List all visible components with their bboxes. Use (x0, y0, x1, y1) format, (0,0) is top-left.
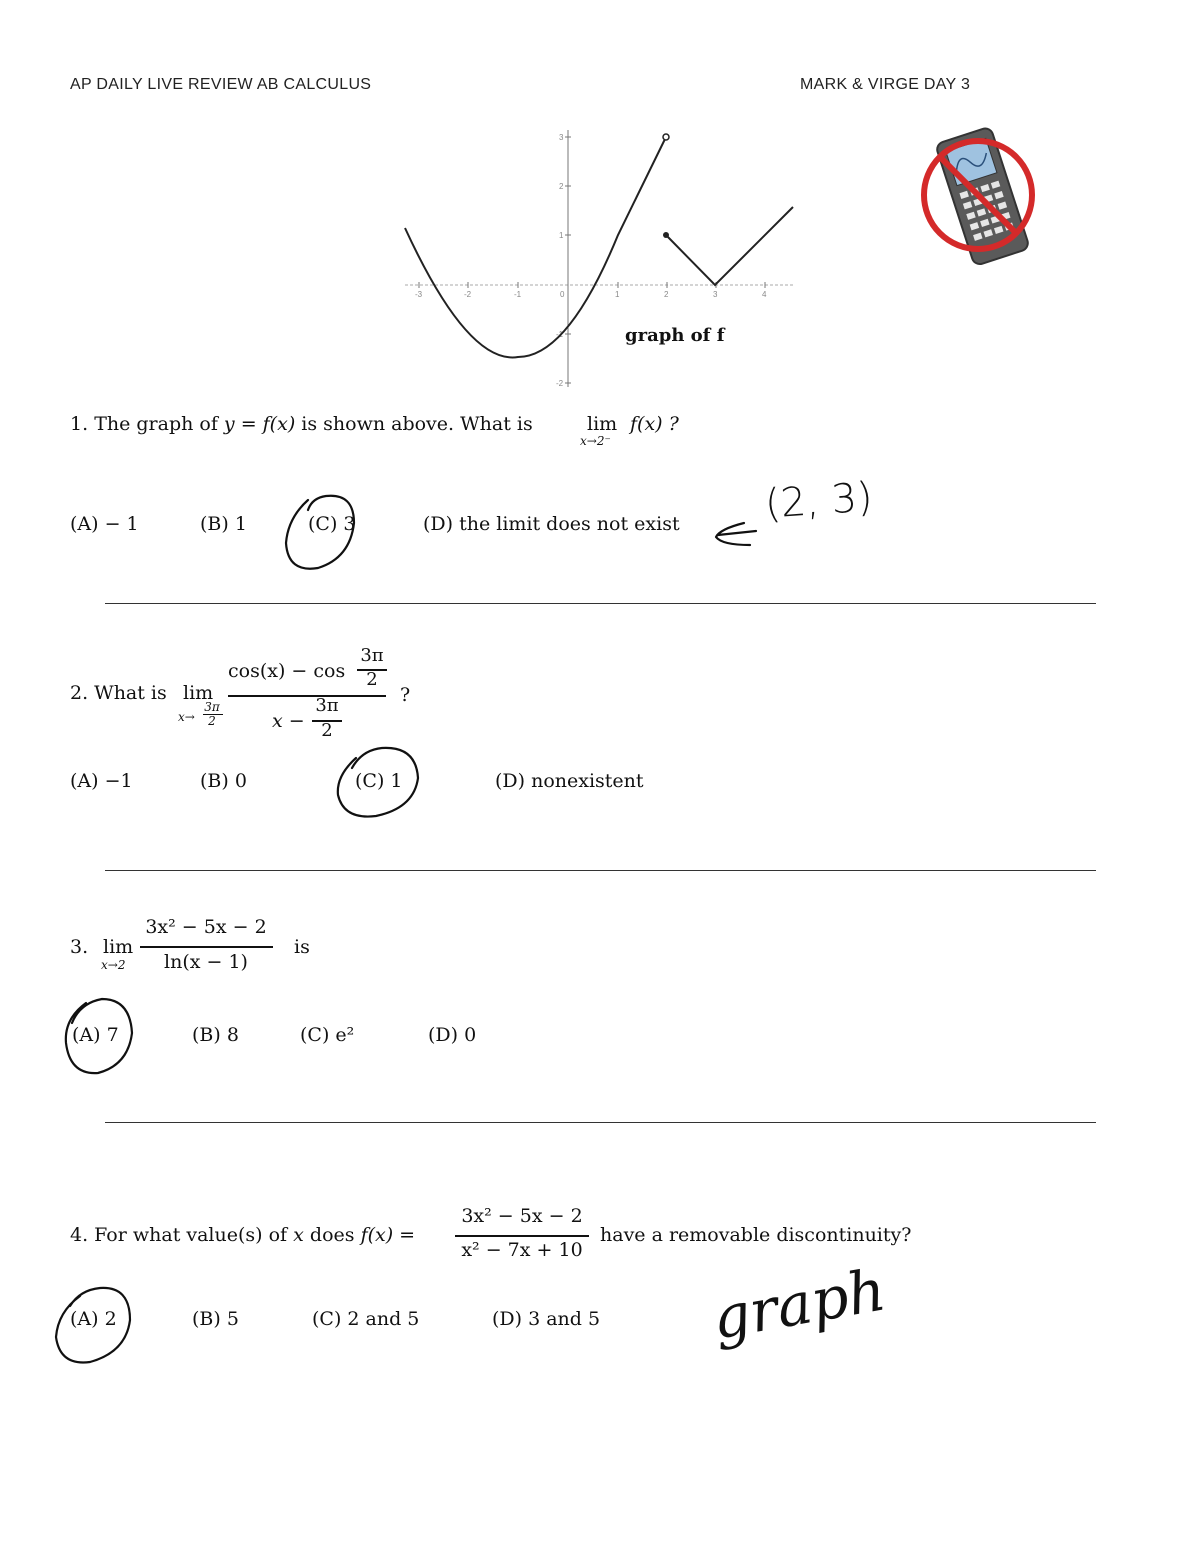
q3-prefix: 3. (70, 936, 89, 958)
q4-choice-d[interactable]: (D) 3 and 5 (492, 1308, 601, 1330)
q4-answer-circle (50, 1282, 145, 1372)
x-tick-label: 0 (560, 290, 565, 299)
divider-3 (105, 1122, 1096, 1123)
q4-var: x (293, 1224, 304, 1246)
q4-mid: does (309, 1224, 355, 1246)
q3-choice-c[interactable]: (C) e² (300, 1024, 355, 1046)
q4-numerator: 3x² − 5x − 2 (461, 1205, 583, 1227)
q2-end: ? (400, 684, 411, 706)
header-left: AP DAILY LIVE REVIEW AB CALCULUS (70, 76, 372, 93)
q3-end: is (294, 936, 310, 958)
closed-endpoint (663, 232, 669, 238)
question-1 (70, 413, 533, 435)
q2-den-frac-num: 3π (315, 695, 339, 716)
q4-handwritten-note: graph (707, 1255, 891, 1353)
q4-func: f(x) = (360, 1224, 416, 1246)
q2-main-frac-line (228, 695, 386, 697)
graph-caption: graph of f (625, 325, 725, 346)
x-tick-label: -3 (415, 290, 423, 299)
x-tick-label: -2 (464, 290, 472, 299)
q1-handwritten-note: (2, 3) (763, 474, 875, 528)
q4-choice-a[interactable]: (A) 2 (70, 1308, 117, 1330)
q3-answer-circle (58, 993, 148, 1083)
q2-answer-circle (330, 740, 430, 825)
v-shape-segment (666, 207, 793, 285)
q1-choice-a[interactable]: (A) − 1 (70, 513, 139, 535)
q2-choice-b[interactable]: (B) 0 (200, 770, 247, 792)
divider-1 (105, 603, 1096, 604)
q2-lim: lim (183, 682, 214, 704)
question-4 (70, 1224, 415, 1246)
q2-den-frac-den: 2 (321, 720, 333, 741)
q3-choice-a[interactable]: (A) 7 (72, 1024, 119, 1046)
q4-frac-line (455, 1235, 589, 1237)
q4-denominator: x² − 7x + 10 (461, 1239, 583, 1261)
q1-answer-circle (278, 488, 368, 578)
q1-choice-b[interactable]: (B) 1 (200, 513, 247, 535)
y-tick-label: -1 (556, 330, 564, 339)
q3-frac-line (140, 946, 273, 948)
no-calculator-icon (915, 125, 1045, 265)
q1-number: 1. (70, 413, 89, 435)
q1-arrow-icon (710, 515, 770, 555)
x-tick-label: -1 (514, 290, 522, 299)
q3-lim: lim (103, 936, 134, 958)
open-endpoint (663, 134, 669, 140)
q3-denominator: ln(x − 1) (164, 951, 248, 973)
q2-num-frac-num: 3π (360, 645, 384, 666)
y-tick-label: -2 (556, 379, 564, 388)
x-tick-label: 2 (664, 290, 669, 299)
q4-choice-c[interactable]: (C) 2 and 5 (312, 1308, 420, 1330)
q1-text-b: is shown above. What is (301, 413, 533, 435)
q2-den-a: x − (272, 710, 305, 732)
y-tick-label: 2 (559, 182, 564, 191)
q2-choice-c[interactable]: (C) 1 (355, 770, 403, 792)
q2-choice-a[interactable]: (A) −1 (70, 770, 133, 792)
q3-numerator: 3x² − 5x − 2 (145, 916, 267, 938)
q3-lim-sub: x→2 (101, 958, 126, 972)
q4-end: have a removable discontinuity? (600, 1224, 912, 1246)
q2-lim-sub-den: 2 (208, 714, 216, 728)
q4-prefix: 4. For what value(s) of (70, 1224, 288, 1246)
x-tick-label: 4 (762, 290, 767, 299)
q1-lim: lim (587, 413, 618, 435)
q1-lim-sub: x→2⁻ (580, 434, 611, 448)
header-right: MARK & VIRGE DAY 3 (800, 76, 971, 93)
q3-choice-d[interactable]: (D) 0 (428, 1024, 477, 1046)
q2-lim-sub: x→ (178, 710, 195, 724)
q1-expr: f(x) ? (630, 413, 679, 435)
function-graph (400, 125, 820, 395)
y-tick-label: 3 (559, 133, 564, 142)
q2-choice-d[interactable]: (D) nonexistent (495, 770, 644, 792)
q2-num-a: cos(x) − cos (228, 660, 346, 682)
q1-equation: y = f(x) (223, 413, 296, 435)
q2-num-frac-den: 2 (366, 669, 378, 690)
y-tick-label: 1 (559, 231, 564, 240)
q4-choice-b[interactable]: (B) 5 (192, 1308, 239, 1330)
q1-choice-d[interactable]: (D) the limit does not exist (423, 513, 680, 535)
q2-prefix: 2. What is (70, 682, 167, 704)
x-tick-label: 1 (615, 290, 620, 299)
q3-choice-b[interactable]: (B) 8 (192, 1024, 239, 1046)
q1-choice-c[interactable]: (C) 3 (308, 513, 356, 535)
q2-lim-sub-num: 3π (204, 700, 220, 714)
q1-text-a: The graph of (94, 413, 218, 435)
divider-2 (105, 870, 1096, 871)
x-tick-label: 3 (713, 290, 718, 299)
